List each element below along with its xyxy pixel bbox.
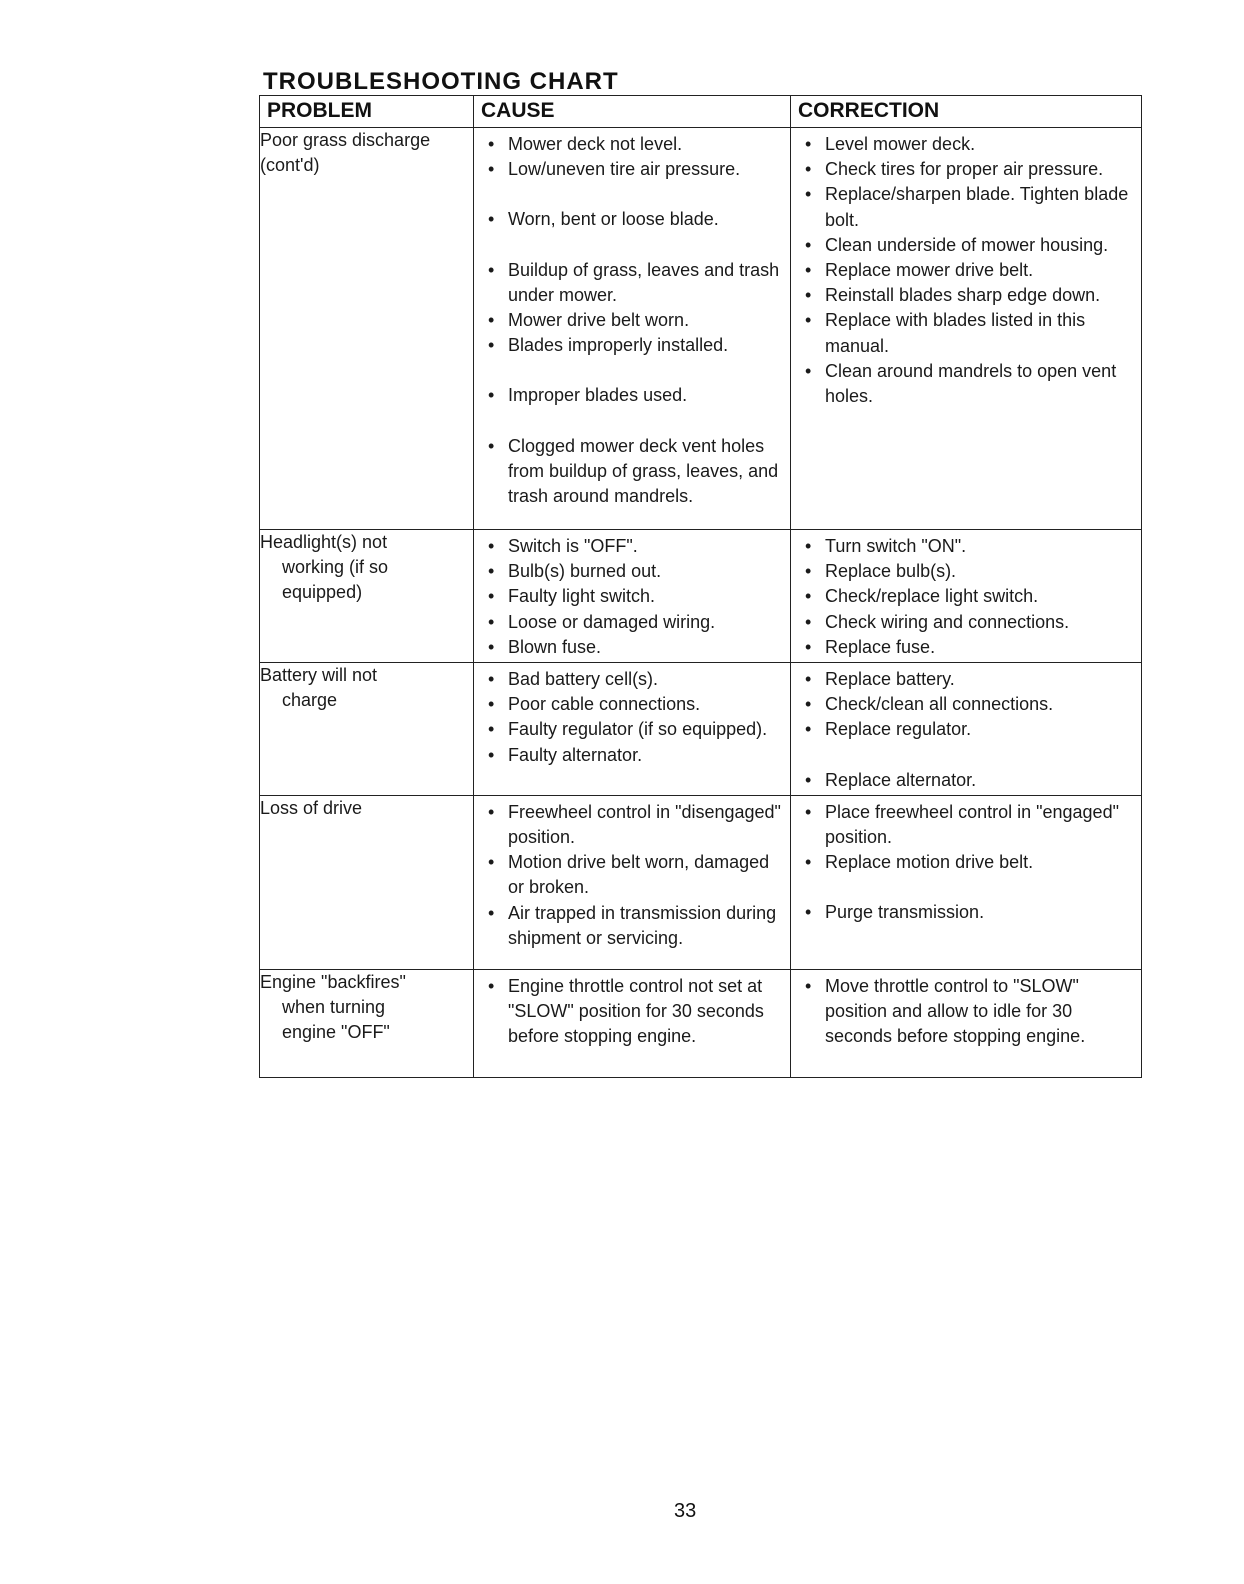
- cause-item: • Low/uneven tire air pressure.: [486, 157, 784, 182]
- correction-item: • Purge transmission.: [803, 900, 1135, 925]
- problem-line: Poor grass discharge: [260, 130, 431, 150]
- cause-cell: [474, 795, 791, 969]
- correction-item: • Check tires for proper air pressure.: [803, 157, 1135, 182]
- cause-item: • Improper blades used.: [486, 383, 784, 408]
- table-row: [260, 128, 1142, 530]
- cause-item: • Bad battery cell(s).: [486, 667, 784, 692]
- cause-header: CAUSE: [474, 96, 791, 128]
- table-row: [260, 663, 1142, 796]
- correction-item: • Replace/sharpen blade. Tighten blade bolt.: [803, 182, 1135, 232]
- correction-item: • Place freewheel control in "engaged" position.: [803, 800, 1135, 850]
- correction-header: CORRECTION: [791, 96, 1142, 128]
- correction-item: • Replace alternator.: [803, 768, 1135, 793]
- correction-item: • Level mower deck.: [803, 132, 1135, 157]
- table-row: [260, 969, 1142, 1077]
- cause-item: • Poor cable connections.: [486, 692, 784, 717]
- correction-item: • Replace motion drive belt.: [803, 850, 1135, 875]
- problem-cell: [260, 128, 474, 530]
- problem-line: charge: [282, 690, 338, 711]
- correction-cell: [791, 530, 1142, 663]
- problem-line: Engine "backfires": [260, 971, 406, 992]
- cause-cell: [474, 530, 791, 663]
- cause-cell: [474, 663, 791, 796]
- cause-item: • Mower drive belt worn.: [486, 308, 784, 333]
- problem-line: engine "OFF": [282, 1022, 390, 1043]
- correction-item: • Check/clean all connections.: [803, 692, 1135, 717]
- cause-cell: [474, 128, 791, 530]
- problem-line: when turning: [282, 997, 386, 1018]
- cause-cell: [474, 969, 791, 1077]
- correction-cell: [791, 969, 1142, 1077]
- correction-item: • Check wiring and connections.: [803, 610, 1135, 635]
- table-row: [260, 795, 1142, 969]
- cause-item: • Mower deck not level.: [486, 132, 784, 157]
- cause-item: • Blades improperly installed.: [486, 333, 784, 358]
- cause-item: • Faulty regulator (if so equipped).: [486, 717, 784, 742]
- page-number: 33: [674, 1500, 697, 1522]
- correction-item: • Move throttle control to "SLOW" position and allow to idle for 30 seconds before stopping engine.: [803, 974, 1135, 1050]
- cause-item: • Switch is "OFF".: [486, 534, 784, 559]
- cause-item: • Bulb(s) burned out.: [486, 559, 784, 584]
- header-row: [260, 96, 1142, 128]
- table-row: [260, 530, 1142, 663]
- cause-item: • Faulty alternator.: [486, 743, 784, 768]
- correction-cell: [791, 128, 1142, 530]
- problem-line: working (if so: [282, 557, 389, 578]
- correction-item: • Clean around mandrels to open vent holes.: [803, 359, 1135, 409]
- correction-item: • Replace fuse.: [803, 635, 1135, 660]
- cause-item: • Loose or damaged wiring.: [486, 610, 784, 635]
- cause-item: • Faulty light switch.: [486, 584, 784, 609]
- cause-item: • Clogged mower deck vent holes from buildup of grass, leaves, and trash around mandrels.: [486, 434, 784, 510]
- cause-item: • Blown fuse.: [486, 635, 784, 660]
- problem-cell: [260, 969, 474, 1077]
- problem-cell: [260, 663, 474, 796]
- troubleshooting-table: [259, 95, 1142, 1078]
- cause-item: • Freewheel control in "disengaged" position.: [486, 800, 784, 850]
- correction-item: • Replace with blades listed in this manual.: [803, 308, 1135, 358]
- correction-item: • Replace battery.: [803, 667, 1135, 692]
- cause-item: • Air trapped in transmission during shipment or servicing.: [486, 901, 784, 951]
- problem-cell: [260, 795, 474, 969]
- correction-item: • Replace mower drive belt.: [803, 258, 1135, 283]
- correction-item: • Reinstall blades sharp edge down.: [803, 283, 1135, 308]
- problem-cell: [260, 530, 474, 663]
- problem-line: Loss of drive: [260, 797, 363, 818]
- problem-line: equipped): [282, 582, 363, 603]
- problem-line: Battery will not: [260, 665, 378, 686]
- problem-line: Headlight(s) not: [260, 532, 388, 552]
- correction-item: • Clean underside of mower housing.: [803, 233, 1135, 258]
- correction-item: • Replace regulator.: [803, 717, 1135, 742]
- problem-line: (cont'd): [260, 155, 320, 176]
- correction-item: • Replace bulb(s).: [803, 559, 1135, 584]
- cause-item: • Buildup of grass, leaves and trash under mower.: [486, 258, 784, 308]
- correction-cell: [791, 795, 1142, 969]
- cause-item: • Engine throttle control not set at "SLOW" position for 30 seconds before stopping engine.: [486, 974, 784, 1050]
- correction-item: • Turn switch "ON".: [803, 534, 1135, 559]
- cause-item: • Worn, bent or loose blade.: [486, 207, 784, 232]
- problem-header: PROBLEM: [260, 96, 474, 128]
- cause-item: • Motion drive belt worn, damaged or broken.: [486, 850, 784, 900]
- correction-cell: [791, 663, 1142, 796]
- chart-title: TROUBLESHOOTING CHART: [263, 68, 619, 95]
- correction-item: • Check/replace light switch.: [803, 584, 1135, 609]
